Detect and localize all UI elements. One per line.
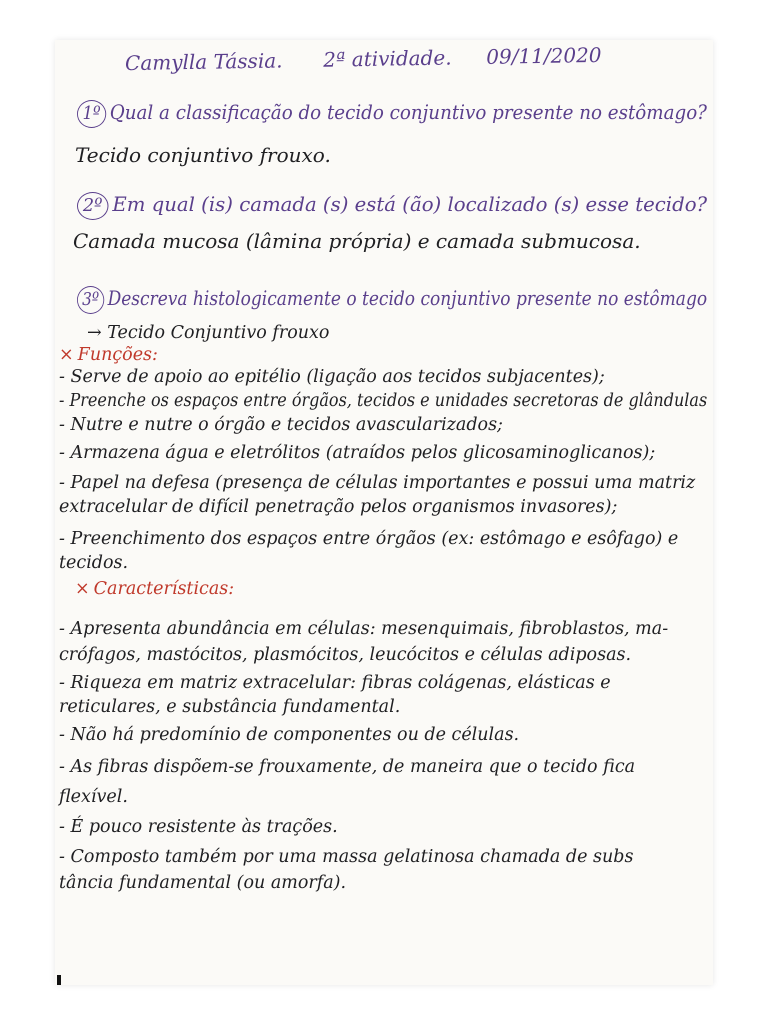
function-line: - Nutre e nutre o órgão e tecidos avascularizados; bbox=[59, 415, 503, 435]
x-mark-icon: × bbox=[59, 345, 74, 365]
function-line: extracelular de difícil penetração pelos organismos invasores); bbox=[59, 497, 618, 517]
question-2 bbox=[77, 192, 707, 220]
question-number-2: 2º bbox=[77, 192, 108, 220]
question-number-1: 1º bbox=[77, 100, 106, 128]
function-line: - Armazena água e eletrólitos (atraídos pelos glicosaminoglicanos); bbox=[59, 443, 656, 463]
characteristic-line: reticulares, e substância fundamental. bbox=[59, 697, 401, 717]
characteristic-line: - As fibras dispõem-se frouxamente, de maneira que o tecido fica bbox=[59, 757, 636, 777]
function-line: - Preenche os espaços entre órgãos, tecidos e unidades secretoras de glândulas bbox=[59, 391, 708, 411]
function-line: tecidos. bbox=[59, 553, 129, 573]
question-3 bbox=[77, 286, 707, 314]
answer-1: Tecido conjuntivo frouxo. bbox=[75, 143, 331, 167]
header-line bbox=[125, 44, 602, 74]
characteristic-line: tância fundamental (ou amorfa). bbox=[59, 873, 347, 893]
function-line: - Papel na defesa (presença de células importantes e possui uma matriz bbox=[59, 473, 696, 493]
characteristics-heading bbox=[75, 578, 234, 600]
answer-3-subtitle: → Tecido Conjuntivo frouxo bbox=[87, 323, 330, 343]
margin-mark bbox=[57, 975, 61, 985]
functions-heading bbox=[59, 344, 158, 366]
characteristic-line: - Riqueza em matriz extracelular: fibras colágenas, elásticas e bbox=[59, 673, 611, 693]
function-line: - Preenchimento dos espaços entre órgãos (ex: estômago e esôfago) e bbox=[59, 529, 679, 549]
question-1-text: Qual a classificação do tecido conjuntivo presente no estômago? bbox=[109, 100, 707, 124]
characteristic-line: - Não há predomínio de componentes ou de células. bbox=[59, 725, 520, 745]
characteristic-line: - Composto também por uma massa gelatinosa chamada de subs bbox=[59, 847, 634, 867]
characteristic-line: - Apresenta abundância em células: mesenquimais, fibroblastos, ma- bbox=[59, 619, 669, 639]
question-1 bbox=[77, 100, 707, 128]
activity-label: 2ª atividade. bbox=[322, 45, 452, 72]
characteristic-line: - É pouco resistente às trações. bbox=[59, 817, 338, 837]
x-mark-icon: × bbox=[75, 579, 90, 599]
question-2-text: Em qual (is) camada (s) está (ão) localizado (s) esse tecido? bbox=[112, 192, 708, 216]
characteristic-line: flexível. bbox=[59, 787, 128, 807]
notebook-page bbox=[55, 40, 713, 985]
date: 09/11/2020 bbox=[486, 42, 602, 69]
student-name: Camylla Tássia. bbox=[124, 48, 283, 76]
question-3-text: Descreva histologicamente o tecido conjuntivo presente no estômago bbox=[107, 286, 708, 310]
question-number-3: 3º bbox=[77, 286, 104, 314]
characteristics-heading-text: Características: bbox=[93, 579, 235, 599]
answer-2: Camada mucosa (lâmina própria) e camada submucosa. bbox=[73, 229, 641, 253]
function-line: - Serve de apoio ao epitélio (ligação aos tecidos subjacentes); bbox=[59, 367, 605, 387]
characteristic-line: crófagos, mastócitos, plasmócitos, leucócitos e células adiposas. bbox=[59, 645, 632, 665]
functions-heading-text: Funções: bbox=[77, 345, 158, 365]
